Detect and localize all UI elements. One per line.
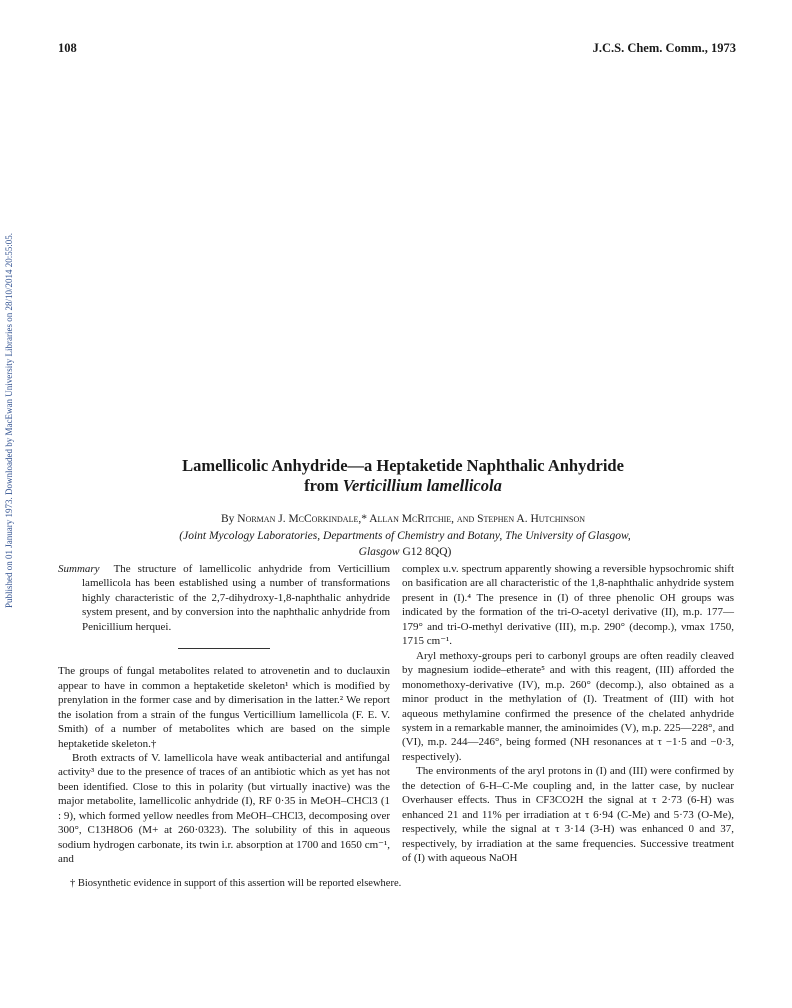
affiliation [120, 529, 690, 560]
affiliation-postcode: G12 8QQ) [402, 545, 452, 558]
download-side-note [2, 130, 16, 610]
body-paragraph-4: Aryl methoxy-groups peri to carbonyl groups are often readily cleaved by magnesium iodide–etherate⁵ and with this reagent, (III) afforded the monomethoxy-derivative (IV), m.p. 260° (decomp.), also obtained as a minor product in the methylation of (I). Treatment of (III) with hot aqueous methylamine confirmed the presence of the chelated anhydride system in a remarkable manner, the aminoimides (V), m.p. 225—228°, and (VI), m.p. 244—246°, being formed (NH resonances at τ −1·5 and −0·3, respectively). [402, 649, 734, 763]
title-line-2 [58, 476, 748, 496]
affiliation-line: (Joint Mycology Laboratories, Departments of Chemistry and Botany, The University of Glasgow, [179, 530, 631, 542]
running-head [593, 41, 736, 56]
title-prefix: from [304, 476, 343, 495]
journal-name: J.C.S. Chem. Comm., 1973 [592, 41, 736, 55]
download-side-note-text[interactable]: Published on 01 January 1973. Downloaded by MacEwan University Libraries on 28/10/2014 20:55:05. [4, 233, 14, 608]
title-organism: Verticillium lamellicola [342, 476, 502, 495]
page-number: 108 [58, 41, 77, 55]
authors-prefix: By [220, 513, 238, 525]
summary-paragraph [58, 562, 390, 634]
body-paragraph-1: The groups of fungal metabolites related to atrovenetin and to duclauxin appear to have in common a heptaketide skeleton¹ which is modified by prenylation in the former case and by dimerisation in the latter.² We report the isolation from a strain of the fungus Verticillium lamellicola (F. E. V. Smith) of a number of metabolites which are based on the simple heptaketide skeleton.† [58, 665, 390, 750]
footnote: † Biosynthetic evidence in support of this assertion will be reported elsewhere. [70, 878, 402, 889]
affiliation-city-line [120, 545, 690, 561]
body-paragraph-5: The environments of the aryl protons in (I) and (III) were confirmed by the detection of 6-H–C-Me coupling and, in the latter case, by nuclear Overhauser effects. Thus in CF3CO2H the signal at τ 2·73 (6-H) was enhanced 21 and 11% per irradiation at τ 6·94 (C-Me) and 5·73 (O-Me), respectively, while the signal at τ 3·14 (3-H) was enhanced 0 and 37, respectively, by irradiation at the same frequencies. Successive treatment of (I) with aqueous NaOH [402, 765, 734, 865]
article-title [58, 456, 748, 496]
body-paragraph-2: Broth extracts of V. lamellicola have weak antibacterial and antifungal activity³ due to the presence of traces of an antibiotic which as yet has not been identified. Close to this in polarity (but virtually inactive) was the major metabolite, lamellicolic anhydride (I), RF 0·35 in MeOH–CHCl3 (1 : 9), which formed yellow needles from MeOH–CHCl3, decomposing over 300°, C13H8O6 (M+ at 260·0323). The solubility of this in aqueous sodium hydrogen carbonate, its twin i.r. absorption at 1700 and 1650 cm⁻¹, and [58, 751, 390, 866]
summary-label: Summary [58, 563, 100, 575]
title-line-1: Lamellicolic Anhydride—a Heptaketide Naphthalic Anhydride [182, 456, 624, 475]
left-column [58, 562, 390, 867]
section-divider [178, 648, 270, 649]
summary-block [58, 562, 390, 634]
author-line [58, 512, 748, 527]
body-paragraph-3: complex u.v. spectrum apparently showing a reversible hypsochromic shift on basification are all characteristic of the 1,8-naphthalic anhydride system present in (I).⁴ The presence in (I) of three phenolic OH groups was indicated by the formation of the tri-O-acetyl derivative (II), m.p. 177—179° and tri-O-methyl derivative (III), m.p. 290° (decomp.), νmax 1750, 1715 cm⁻¹. [402, 563, 734, 648]
author-names: Norman J. McCorkindale,* Allan McRitchie, and Stephen A. Hutchinson [237, 513, 586, 525]
affiliation-city: Glasgow [358, 545, 400, 558]
summary-text: The structure of lamellicolic anhydride from Verticillium lamellicola has been established using a number of transformations highly characteristic of the 2,7-dihydroxy-1,8-naphthalic anhydride system present, and by conversion into the naphthalic anhydride from Penicillium herquei. [82, 563, 390, 633]
right-column [402, 562, 734, 866]
